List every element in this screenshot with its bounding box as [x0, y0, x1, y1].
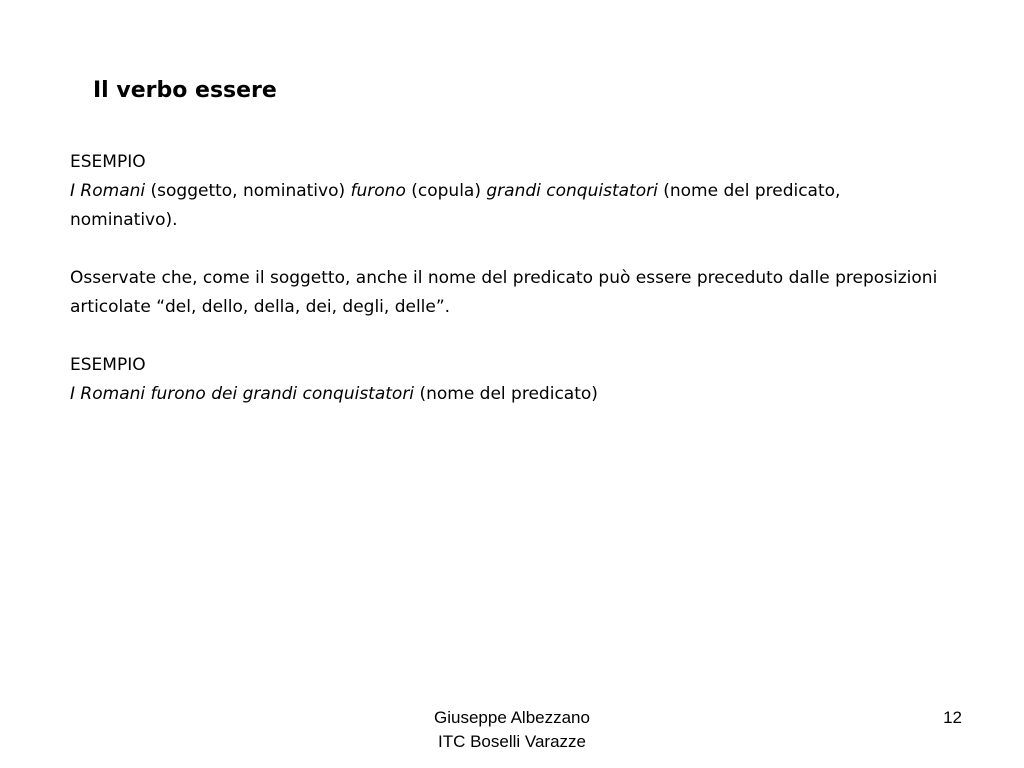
example-1-copula: furono — [350, 181, 406, 201]
example-1-sentence — [70, 177, 940, 235]
example-2-label: ESEMPIO — [70, 355, 146, 375]
observation-paragraph: Osservate che, come il soggetto, anche il nome del predicato può essere preceduto dalle preposizioni articolate “del, dello, della, dei, degli, delle”. — [70, 268, 938, 317]
example-1-subject-note: (soggetto, nominativo) — [145, 181, 351, 201]
example-2-note: (nome del predicato) — [414, 384, 598, 404]
page-number: 12 — [943, 708, 962, 727]
example-1-label: ESEMPIO — [70, 152, 146, 172]
example-1-copula-note: (copula) — [405, 181, 487, 201]
footer-author: Giuseppe Albezzano — [434, 708, 590, 727]
footer-school: ITC Boselli Varazze — [437, 732, 586, 751]
slide-title: Il verbo essere — [93, 78, 277, 103]
footer-author-block — [362, 706, 662, 754]
example-2-sentence — [70, 380, 940, 409]
slide-body — [70, 148, 940, 409]
example-2-italic-sentence: I Romani furono dei grandi conquistatori — [70, 384, 415, 404]
example-1-predicate: grandi conquistatori — [486, 181, 658, 201]
paragraph-spacer — [70, 235, 940, 264]
example-1-subject: I Romani — [70, 181, 146, 201]
example-1-predicate-note: (nome del predicato, nominativo). — [70, 181, 841, 230]
paragraph-spacer — [70, 322, 940, 351]
